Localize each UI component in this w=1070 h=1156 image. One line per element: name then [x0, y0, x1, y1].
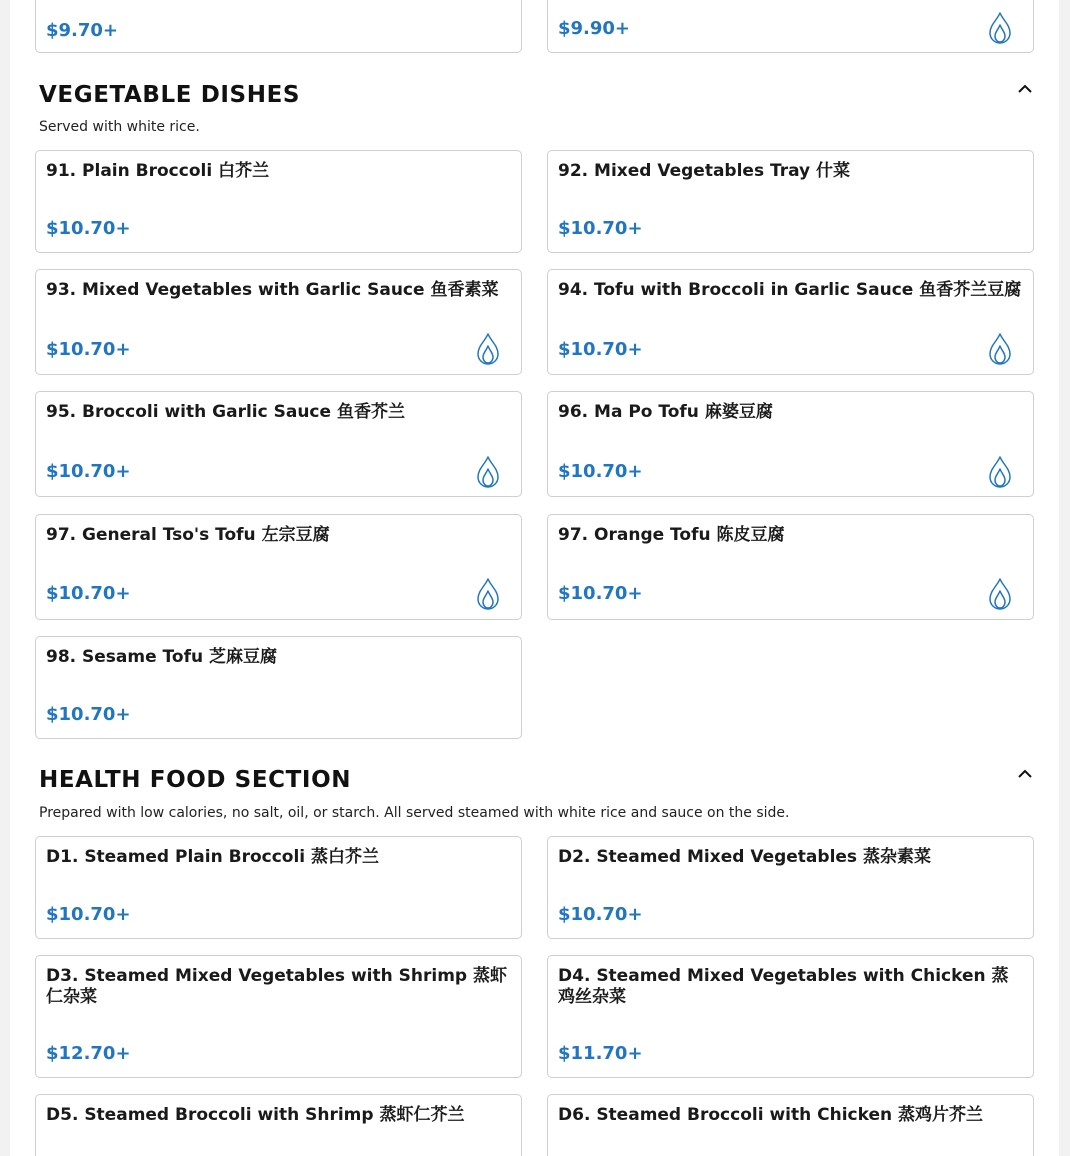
flame-icon — [987, 332, 1013, 366]
item-name: D4. Steamed Mixed Vegetables with Chicken 蒸鸡丝杂菜 — [558, 966, 1009, 1007]
item-price: $10.70+ — [46, 218, 131, 239]
item-name: 97. General Tso's Tofu 左宗豆腐 — [46, 525, 330, 545]
item-price: $10.70+ — [46, 904, 131, 925]
item-name: 91. Plain Broccoli 白芥兰 — [46, 161, 270, 181]
flame-icon — [475, 455, 501, 489]
item-price: $9.90+ — [558, 18, 631, 39]
item-price: $10.70+ — [46, 339, 131, 360]
menu-page — [10, 0, 1059, 1156]
flame-icon — [987, 11, 1013, 45]
menu-item-card[interactable] — [547, 0, 1034, 53]
flame-icon — [475, 577, 501, 611]
item-price: $10.70+ — [46, 704, 131, 725]
section-description: Prepared with low calories, no salt, oil, or starch. All served steamed with white rice and sauce on the side. — [39, 805, 790, 821]
item-name: D2. Steamed Mixed Vegetables 蒸杂素菜 — [558, 847, 931, 867]
item-name: 94. Tofu with Broccoli in Garlic Sauce 鱼香芥兰豆腐 — [558, 280, 1022, 300]
chevron-up-icon[interactable] — [1015, 81, 1035, 97]
item-price: $11.70+ — [558, 1043, 643, 1064]
menu-item-card[interactable] — [35, 150, 522, 253]
item-price: $12.70+ — [46, 1043, 131, 1064]
menu-item-card[interactable] — [547, 836, 1034, 939]
item-name: D1. Steamed Plain Broccoli 蒸白芥兰 — [46, 847, 380, 867]
flame-icon — [475, 332, 501, 366]
item-name: 93. Mixed Vegetables with Garlic Sauce 鱼香素菜 — [46, 280, 499, 300]
chevron-up-icon[interactable] — [1015, 766, 1035, 782]
section-description: Served with white rice. — [39, 119, 200, 135]
menu-item-card[interactable] — [35, 0, 522, 53]
section-title: VEGETABLE DISHES — [39, 82, 301, 108]
item-name: D6. Steamed Broccoli with Chicken 蒸鸡片芥兰 — [558, 1105, 984, 1125]
item-price: $10.70+ — [558, 461, 643, 482]
menu-item-card[interactable] — [35, 269, 522, 375]
menu-item-card[interactable] — [35, 391, 522, 497]
item-price: $10.70+ — [558, 583, 643, 604]
menu-item-card[interactable] — [35, 514, 522, 620]
menu-item-card[interactable] — [547, 269, 1034, 375]
item-price: $9.70+ — [46, 20, 119, 41]
item-name: 95. Broccoli with Garlic Sauce 鱼香芥兰 — [46, 402, 405, 422]
menu-item-card[interactable] — [35, 836, 522, 939]
item-price: $10.70+ — [558, 339, 643, 360]
menu-item-card[interactable] — [35, 636, 522, 739]
menu-item-card[interactable] — [547, 150, 1034, 253]
item-name: D5. Steamed Broccoli with Shrimp 蒸虾仁芥兰 — [46, 1105, 465, 1125]
item-name: 92. Mixed Vegetables Tray 什菜 — [558, 161, 851, 181]
section-title: HEALTH FOOD SECTION — [39, 767, 352, 793]
item-name: D3. Steamed Mixed Vegetables with Shrimp 蒸虾仁杂菜 — [46, 966, 508, 1007]
menu-item-card[interactable] — [547, 391, 1034, 497]
menu-item-card[interactable] — [35, 955, 522, 1078]
item-price: $10.70+ — [558, 218, 643, 239]
item-price: $10.70+ — [46, 461, 131, 482]
flame-icon — [987, 577, 1013, 611]
menu-item-card[interactable] — [547, 955, 1034, 1078]
item-name: 98. Sesame Tofu 芝麻豆腐 — [46, 647, 277, 667]
item-name: 97. Orange Tofu 陈皮豆腐 — [558, 525, 785, 545]
item-name: 96. Ma Po Tofu 麻婆豆腐 — [558, 402, 773, 422]
menu-item-card[interactable] — [35, 1094, 522, 1156]
item-price: $10.70+ — [558, 904, 643, 925]
menu-item-card[interactable] — [547, 1094, 1034, 1156]
flame-icon — [987, 455, 1013, 489]
item-price: $10.70+ — [46, 583, 131, 604]
menu-item-card[interactable] — [547, 514, 1034, 620]
